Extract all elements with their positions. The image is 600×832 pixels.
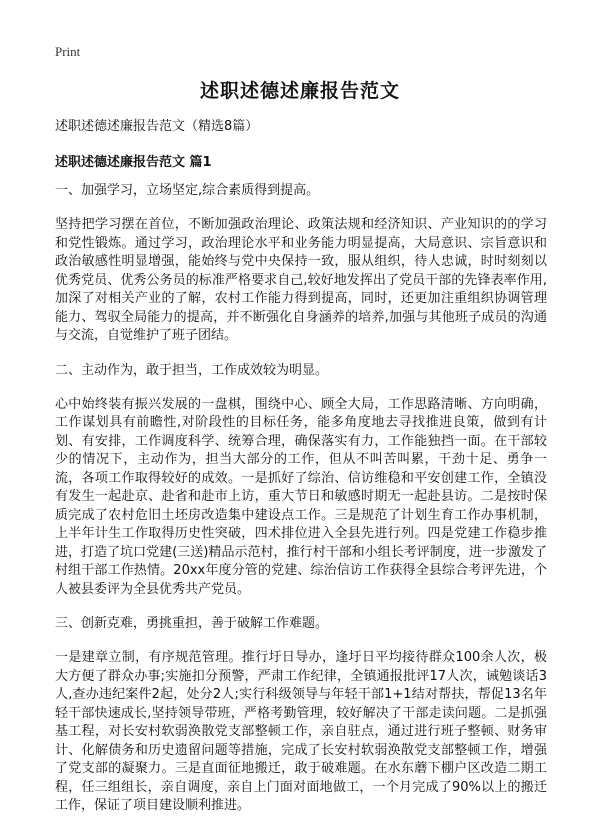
section-paragraph-3: 一是建章立制，有序规范管理。推行圩日导办，逢圩日平均接待群众100余人次，极大方便了群众办事;实施扣分预警，严肃工作纪律，全镇通报批评17人次，诫勉谈话3人,查办违纪案件2起，处分2人;实行科级领导与年轻干部1+1结对帮扶，帮促13名年轻干部快速成长,坚持领导带班，严格考勤管理，较好解决了干部走读问题。二是抓强基工程，对长安村软弱涣散党支部整顿工作，亲自驻点，通过进行班子整顿、财务审计、化解债务和历史遗留问题等措施，完成了长安村软弱涣散党支部整顿工作，增强了党支部的凝聚力。三是直面征地搬迁，敢于破难题。在水东蘑下棚户区改造二期工程，任三组组长，亲自调度，亲自上门面对面地做工，一个月完成了90%以上的搬迁工作，保证了项目建设顺利推进。 [55,650,547,813]
document-body [55,118,547,832]
section-subtitle: 述职述德述廉报告范文 篇1 [55,155,212,170]
document-intro: 述职述德述廉报告范文（精选8篇） [55,119,259,134]
document-title: 述职述德述廉报告范文 [199,80,400,102]
section-paragraph-2: 心中始终装有振兴发展的一盘棋，围绕中心、顾全大局，工作思路清晰、方向明确，工作谋划具有前瞻性,对阶段性的目标任务，能多角度地去寻找推进良策，做到有计划、有安排，工作调度科学、统筹合理，确保落实有力，工作能独挡一面。在干部较少的情况下，主动作为，担当大部分的工作，但从不叫苦叫累，干劲十足、勇争一流，各项工作取得较好的成效。一是抓好了综治、信访维稳和平安创建工作，全镇没有发生一起赴京、赴省和赴市上访，重大节日和敏感时期无一起赴县访。二是按时保质完成了农村危旧土坯房改造集中建设点工作。三是规范了计划生育工作办事机制，上半年计生工作取得历史性突破，四术排位进入全县先进行列。四是党建工作稳步推进，打造了坑口党建(三送)精品示范村，推行村干部和小组长考评制度，进一步激发了村组干部工作热情。20xx年度分管的党建、综治信访工作获得全县综合考评先进，个人被县委评为全县优秀共产党员。 [55,396,547,597]
section-heading-1: 一、加强学习，立场坚定,综合素质得到提高。 [55,183,320,198]
section-heading-3: 三、创新克难，勇挑重担，善于破解工作难题。 [55,616,329,631]
section-heading-2: 二、主动作为，敢于担当，工作成效较为明显。 [55,362,329,378]
section-paragraph-1: 坚持把学习摆在首位，不断加强政治理论、政策法规和经济知识、产业知识的的学习和党性锻炼。通过学习，政治理论水平和业务能力明显提高，大局意识、宗旨意识和政治敏感性明显增强，能始终与党中央保持一致，服从组织，待人忠诚，时时刻刻以优秀党员、优秀公务员的标准严格要求自己,较好地发挥出了党员干部的先锋表率作用,加深了对相关产业的了解，农村工作能力得到提高，同时，还更加注重组织协调管理能力、驾驭全局能力的提高，并不断强化自身涵养的培养,加强与其他班子成员的沟通与交流，自觉维护了班子团结。 [55,217,547,343]
print-label: Print [55,44,81,59]
